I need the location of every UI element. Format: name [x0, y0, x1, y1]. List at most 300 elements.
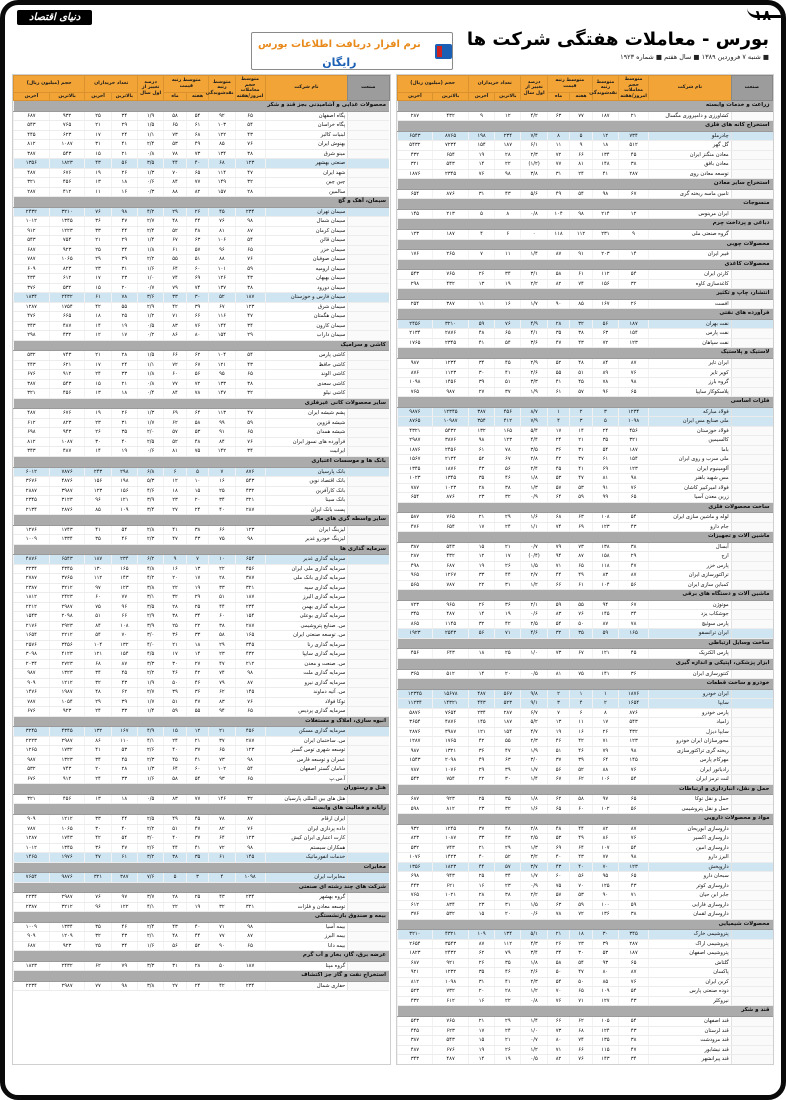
buyers-last-cell: ۷۶ — [85, 893, 111, 903]
industry-cell — [731, 513, 772, 523]
value-last-cell: ۳۴۳ — [397, 1055, 433, 1065]
company-name-cell: حفاری شمال — [265, 981, 348, 991]
industry-cell — [348, 379, 389, 389]
pct-change-cell: ۱/۹ — [521, 746, 547, 756]
company-name-cell: افست — [649, 299, 732, 309]
buyers-high-cell: ۴۷ — [495, 746, 521, 756]
industry-section-label: حمل و نقل، انبارداری و ارتباطات — [397, 784, 773, 795]
buyers-last-cell: ۱۴ — [468, 1055, 494, 1065]
industry-cell — [731, 250, 772, 260]
buyers-high-cell: ۲۰ — [111, 283, 137, 293]
price-rank-month-cell: ۲۴ — [164, 736, 187, 746]
liquidity-rank-cell: ۳۵ — [592, 436, 618, 446]
price-rank-month-cell: ۷۱ — [164, 312, 187, 322]
buyers-high-cell: ۳۵ — [495, 795, 521, 805]
value-last-cell: ۳۲۱ — [14, 389, 50, 399]
avg-volume-cell: ۷۶ — [619, 977, 649, 987]
industry-cell — [731, 141, 772, 151]
pct-change-cell: ۱/۷ — [137, 418, 163, 428]
price-rank-month-cell: ۴۱ — [164, 525, 187, 535]
industry-cell — [348, 418, 389, 428]
liquidity-rank-cell: ۱۴۷ — [209, 389, 235, 399]
liquidity-rank-cell: ۳۴ — [209, 496, 235, 506]
pct-change-cell: ۰/۵ — [521, 669, 547, 679]
column-header: هفته — [570, 92, 593, 101]
price-rank-month-cell: ۴۸ — [164, 932, 187, 942]
industry-cell — [348, 707, 389, 717]
buyers-last-cell: ۱۴۵ — [468, 718, 494, 728]
price-rank-week-cell: ۳۵ — [570, 629, 593, 639]
table-row — [397, 891, 773, 901]
pct-change-cell: ۲/۴ — [137, 922, 163, 932]
page-title: بورس - معاملات هفتگی شرکت ها — [466, 29, 769, 50]
price-rank-week-cell: ۴۱ — [186, 843, 209, 853]
value-high-cell: ۵۴۳ — [49, 379, 85, 389]
buyers-last-cell: ۴۸۷ — [468, 689, 494, 699]
industry-section-label: محصولات کاغذی — [397, 259, 773, 270]
industry-cell — [731, 881, 772, 891]
company-name-cell: آ.س.پ — [265, 774, 348, 784]
price-rank-week-cell: ۶۶ — [570, 1045, 593, 1055]
industry-cell — [731, 891, 772, 901]
value-last-cell: ۱۲۸۷ — [397, 737, 433, 747]
buyers-high-cell: ۱۲۲ — [111, 902, 137, 912]
liquidity-rank-cell: ۱۰۹ — [592, 987, 618, 997]
market-table-left — [12, 74, 391, 1065]
industry-cell — [731, 445, 772, 455]
pct-change-cell: ۹/۱ — [521, 699, 547, 709]
value-last-cell: ۲۶۵۴ — [397, 939, 433, 949]
price-rank-month-cell: ۸۷ — [547, 250, 570, 260]
industry-section-label: مواد و محصولات دارویی — [397, 814, 773, 825]
pct-change-cell: ۲/۰ — [137, 428, 163, 438]
value-high-cell: ۲۴۳۲ — [49, 293, 85, 303]
avg-volume-cell: ۴۵۶ — [235, 564, 265, 574]
industry-cell — [731, 474, 772, 484]
value-high-cell: ۹۱۲ — [49, 774, 85, 784]
price-rank-month-cell: ۴۰ — [164, 746, 187, 756]
table-row — [397, 843, 773, 853]
price-rank-month-cell: ۸۱ — [547, 669, 570, 679]
price-rank-month-cell: ۱۸ — [164, 486, 187, 496]
buyers-high-cell: ۱۶۵ — [111, 564, 137, 574]
company-name-cell: حمل و نقل پتروشیمی — [649, 804, 732, 814]
buyers-last-cell: ۱۹ — [85, 168, 111, 178]
value-last-cell: ۳۴۳ — [14, 321, 50, 331]
buyers-last-cell: ۱۳ — [85, 794, 111, 804]
industry-cell — [731, 629, 772, 639]
buyers-high-cell: ۱۳۲ — [111, 640, 137, 650]
company-name-cell: سرمایه گذاری سایپا — [265, 650, 348, 660]
table-row — [14, 283, 390, 293]
value-high-cell: ۲۴۲۳ — [49, 593, 85, 603]
value-last-cell: ۴۸۷ — [14, 409, 50, 419]
buyers-high-cell: ۴۳ — [111, 678, 137, 688]
pct-change-cell: ۲/۳ — [521, 977, 547, 987]
pct-change-cell: ۴/۸ — [137, 564, 163, 574]
pct-change-cell: ۳/۲ — [137, 853, 163, 863]
company-name-cell: چین چین — [265, 178, 348, 188]
avg-volume-cell: ۵۴ — [619, 843, 649, 853]
buyers-high-cell: ۳۹ — [111, 255, 137, 265]
buyers-last-cell: ۲۴ — [85, 774, 111, 784]
pct-change-cell: ۲/۸ — [521, 455, 547, 465]
price-rank-week-cell: ۸۱ — [570, 160, 593, 170]
value-last-cell: ۵۳۲ — [14, 351, 50, 361]
company-name-cell: پارس خزر — [649, 561, 732, 571]
avg-volume-cell: ۱۵۴ — [235, 612, 265, 622]
value-last-cell: ۱۸۱۲ — [14, 593, 50, 603]
buyers-last-cell: ۱۶ — [468, 881, 494, 891]
buyers-last-cell: ۱۹ — [468, 150, 494, 160]
buyers-last-cell: ۵۴ — [85, 631, 111, 641]
avg-volume-cell: ۹۸ — [235, 755, 265, 765]
industry-cell — [731, 804, 772, 814]
avg-volume-cell: ۸۷ — [619, 571, 649, 581]
value-high-cell: ۱۷۴۳ — [49, 834, 85, 844]
buyers-last-cell: ۱۷ — [85, 130, 111, 140]
price-rank-week-cell: ۶۸ — [570, 1026, 593, 1036]
buyers-high-cell: ۴۸ — [495, 824, 521, 834]
industry-cell — [348, 447, 389, 457]
pct-change-cell: ۱/۵ — [137, 121, 163, 131]
table-row — [14, 564, 390, 574]
pct-change-cell: ۳/۹ — [137, 621, 163, 631]
value-last-cell: ۹۸۷۶ — [397, 407, 433, 417]
pct-change-cell: ۴/۹ — [521, 319, 547, 329]
buyers-last-cell: ۵۱ — [85, 612, 111, 622]
buyers-last-cell: ۳۹ — [468, 378, 494, 388]
price-rank-week-cell: ۸۲ — [186, 187, 209, 197]
liquidity-rank-cell: ۲۸ — [209, 574, 235, 584]
industry-cell — [348, 302, 389, 312]
industry-cell — [731, 669, 772, 679]
value-high-cell: ۱۸۷۶ — [433, 464, 469, 474]
price-rank-week-cell: ۱۸ — [570, 930, 593, 940]
liquidity-rank-cell: ۱۷ — [592, 718, 618, 728]
company-name-cell: کاشی نیلو — [265, 389, 348, 399]
price-rank-week-cell: ۳۳ — [186, 631, 209, 641]
pct-change-cell: ۳/۴ — [521, 949, 547, 959]
buyers-high-cell: ۴۱ — [495, 977, 521, 987]
value-high-cell: ۱۰۹۸۷ — [433, 417, 469, 427]
price-rank-week-cell: ۵۳ — [570, 891, 593, 901]
avg-volume-cell: ۳۴۵ — [235, 640, 265, 650]
price-rank-week-cell: ۴۸ — [186, 437, 209, 447]
company-name-cell: کارتن ایران — [649, 270, 732, 280]
liquidity-rank-cell: ۵۸ — [209, 631, 235, 641]
buyers-high-cell: ۱۸ — [111, 178, 137, 188]
pct-change-cell: ۱/۸ — [521, 795, 547, 805]
pct-change-cell: ۰/۷ — [137, 283, 163, 293]
buyers-last-cell: ۱۱۲ — [85, 574, 111, 584]
table-row — [14, 922, 390, 932]
price-rank-month-cell: ۱۹ — [547, 727, 570, 737]
table-row — [14, 274, 390, 284]
industry-cell — [731, 910, 772, 920]
industry-cell — [348, 351, 389, 361]
column-header: درصد تغییر از اول سال — [137, 76, 163, 101]
liquidity-rank-cell: ۹۵ — [592, 872, 618, 882]
price-rank-month-cell: ۵۷ — [547, 891, 570, 901]
avg-volume-cell: ۵۴ — [235, 236, 265, 246]
price-rank-week-cell: ۴۳ — [570, 853, 593, 863]
industry-cell — [348, 824, 389, 834]
price-rank-month-cell: ۴۶ — [164, 669, 187, 679]
pct-change-cell: ۳/۷ — [137, 893, 163, 903]
industry-cell — [348, 621, 389, 631]
liquidity-rank-cell: ۸۹ — [592, 368, 618, 378]
value-high-cell: ۱۳۳۴ — [49, 922, 85, 932]
liquidity-rank-cell: ۱۱۲ — [592, 270, 618, 280]
pct-change-cell: ۳/۳ — [521, 378, 547, 388]
industry-section-row — [14, 101, 390, 112]
value-high-cell: ۸۱۲ — [433, 804, 469, 814]
industry-cell — [348, 486, 389, 496]
price-rank-month-cell: ۲۹ — [164, 207, 187, 217]
industry-cell — [348, 873, 389, 883]
value-high-cell: ۱۹۷۶ — [49, 853, 85, 863]
buyers-high-cell: ۵۴ — [111, 525, 137, 535]
buyers-last-cell: ۳۴ — [85, 755, 111, 765]
buyers-high-cell: ۹۷ — [111, 893, 137, 903]
buyers-high-cell: ۲۶ — [111, 409, 137, 419]
avg-volume-cell: ۶۵ — [235, 941, 265, 951]
industry-section-label: انتشار، چاپ و تکثیر — [397, 289, 773, 300]
column-header: متوسط حجم معاملات امروز/هفته — [619, 76, 649, 101]
price-rank-week-cell: ۲۰ — [186, 496, 209, 506]
buyers-high-cell: ۹۸ — [495, 169, 521, 179]
price-rank-month-cell: ۶۶ — [547, 1017, 570, 1027]
liquidity-rank-cell: ۷۷ — [209, 932, 235, 942]
company-name-cell: لوله و ماشین سازی ایران — [649, 513, 732, 523]
industry-cell — [348, 274, 389, 284]
price-rank-month-cell: ۶۶ — [164, 351, 187, 361]
company-name-cell: فولاد مبارکه — [649, 407, 732, 417]
pct-change-cell: ۴/۲ — [137, 574, 163, 584]
liquidity-rank-cell: ۱۵۸ — [592, 552, 618, 562]
buyers-last-cell: ۱۹ — [468, 1045, 494, 1055]
industry-cell — [348, 941, 389, 951]
buyers-last-cell: ۱۳ — [85, 178, 111, 188]
company-name-cell: مینو شرق — [265, 149, 348, 159]
liquidity-rank-cell: ۱۲۶ — [209, 274, 235, 284]
table-row — [397, 230, 773, 240]
avg-volume-cell: ۸۷ — [235, 678, 265, 688]
price-rank-month-cell: ۱۱ — [547, 141, 570, 151]
price-rank-week-cell: ۴۳ — [186, 535, 209, 545]
industry-section-label: هتل و رستوران — [14, 784, 390, 795]
value-last-cell: ۳۴۳ — [14, 447, 50, 457]
buyers-last-cell: ۳۱ — [468, 977, 494, 987]
price-rank-month-cell: ۳۲ — [547, 629, 570, 639]
company-name-cell: عمران و توسعه فارس — [265, 755, 348, 765]
liquidity-rank-cell: ۱۴۳ — [592, 1055, 618, 1065]
value-last-cell: ۶۱۲ — [397, 900, 433, 910]
price-rank-month-cell: ۸۳ — [164, 794, 187, 804]
pct-change-cell: ۴/۷ — [521, 727, 547, 737]
value-last-cell: ۸۱۲ — [14, 140, 50, 150]
value-high-cell: ۲۸۷۶ — [49, 505, 85, 515]
value-high-cell: ۷۴۳ — [49, 351, 85, 361]
price-rank-month-cell: ۱۷ — [547, 426, 570, 436]
pct-change-cell: ۲/۵ — [521, 834, 547, 844]
buyers-last-cell: ۳۸۷ — [468, 407, 494, 417]
company-name-cell: سرمایه گذاری غدیر — [265, 555, 348, 565]
value-last-cell: ۳۲۱۰ — [397, 930, 433, 940]
value-high-cell: ۸۷۶ — [433, 189, 469, 199]
table-row — [397, 987, 773, 997]
avg-volume-cell: ۱۲۳ — [235, 525, 265, 535]
avg-volume-cell: ۵۴۳ — [235, 477, 265, 487]
value-last-cell: ۹۸۷ — [397, 359, 433, 369]
value-last-cell: ۲۵۴ — [397, 299, 433, 309]
price-rank-month-cell: ۵۸ — [164, 111, 187, 121]
value-high-cell: ۴۳۲ — [433, 111, 469, 121]
pct-change-cell: ۴/۲ — [521, 111, 547, 121]
price-rank-month-cell: ۳۶ — [547, 445, 570, 455]
liquidity-rank-cell: ۳ — [592, 407, 618, 417]
buyers-last-cell: ۳۱ — [468, 189, 494, 199]
company-name-cell: بانک پارسیان — [265, 467, 348, 477]
industry-section-row — [14, 340, 390, 351]
value-last-cell: ۵۴۳ — [397, 775, 433, 785]
avg-volume-cell: ۱۵۴ — [619, 455, 649, 465]
liquidity-rank-cell: ۱۱۴ — [209, 168, 235, 178]
price-rank-week-cell: ۶۶ — [570, 150, 593, 160]
avg-volume-cell: ۷۶ — [235, 140, 265, 150]
liquidity-rank-cell: ۴۵ — [209, 207, 235, 217]
table-row — [397, 610, 773, 620]
buyers-high-cell: ۲۲ — [495, 996, 521, 1006]
table-row — [397, 939, 773, 949]
buyers-last-cell: ۴۴ — [468, 862, 494, 872]
industry-cell — [348, 370, 389, 380]
company-name-cell: پلاسکوکار سایپا — [649, 387, 732, 397]
table-row — [397, 445, 773, 455]
buyers-last-cell: ۱۱ — [468, 299, 494, 309]
industry-cell — [731, 1017, 772, 1027]
price-rank-week-cell: ۱ — [570, 689, 593, 699]
pct-change-cell: ۳/۵ — [521, 445, 547, 455]
buyers-last-cell: ۲۳ — [85, 264, 111, 274]
avg-volume-cell: ۱۰۹۸ — [619, 417, 649, 427]
price-rank-week-cell: ۳ — [186, 873, 209, 883]
table-row — [397, 1017, 773, 1027]
price-rank-week-cell: ۶۴ — [186, 409, 209, 419]
price-rank-month-cell: ۳۶ — [164, 631, 187, 641]
price-rank-week-cell: ۷ — [186, 555, 209, 565]
value-last-cell: ۱۹۲۳ — [397, 629, 433, 639]
liquidity-rank-cell: ۱۳۴ — [209, 149, 235, 159]
value-last-cell: ۴۸۷۶ — [14, 555, 50, 565]
industry-section-label: بیمه و صندوق بازنشستگی — [14, 912, 390, 923]
liquidity-rank-cell: ۹۷ — [592, 795, 618, 805]
pct-change-cell: ۱/۶ — [521, 513, 547, 523]
price-rank-week-cell: ۶۰ — [570, 804, 593, 814]
pct-change-cell: ۳/۸ — [521, 169, 547, 179]
pct-change-cell: ۱/۴ — [521, 1017, 547, 1027]
table-row — [397, 737, 773, 747]
industry-cell — [348, 207, 389, 217]
price-rank-month-cell: ۸۳ — [164, 321, 187, 331]
table-row — [14, 555, 390, 565]
industry-cell — [348, 981, 389, 991]
company-name-cell: گروه صنعتی ملی — [649, 230, 732, 240]
liquidity-rank-cell: ۲ — [592, 699, 618, 709]
avg-volume-cell: ۳۴ — [235, 321, 265, 331]
pct-change-cell: ۴/۱ — [521, 329, 547, 339]
buyers-last-cell: ۲۱ — [468, 1017, 494, 1027]
price-rank-month-cell: ۷۴ — [547, 522, 570, 532]
company-name-cell: گروه بهشهر — [265, 893, 348, 903]
price-rank-month-cell: ۱۷ — [164, 650, 187, 660]
table-row — [14, 736, 390, 746]
price-rank-week-cell: ۴۷ — [186, 824, 209, 834]
buyers-last-cell: ۱۳۲ — [468, 426, 494, 436]
pct-change-cell: ۲/۹ — [137, 302, 163, 312]
avg-volume-cell: ۹۸ — [619, 746, 649, 756]
buyers-last-cell: ۲۵ — [468, 795, 494, 805]
avg-volume-cell: ۳۸ — [235, 379, 265, 389]
industry-section-label: ساخت وسایل ارتباطی — [397, 638, 773, 649]
buyers-high-cell: ۴۱ — [495, 368, 521, 378]
pct-change-cell: ۰/۸ — [521, 209, 547, 219]
price-rank-month-cell: ۴۲ — [547, 455, 570, 465]
industry-cell — [348, 149, 389, 159]
liquidity-rank-cell: ۱۲۱ — [209, 360, 235, 370]
buyers-high-cell: ۱۳۴ — [495, 930, 521, 940]
buyers-last-cell: ۲۳ — [468, 804, 494, 814]
industry-section-row — [14, 951, 390, 962]
buyers-high-cell: ۶۶ — [111, 612, 137, 622]
company-name-cell: آبسال — [649, 542, 732, 552]
price-rank-week-cell: ۴۱ — [570, 464, 593, 474]
liquidity-rank-cell: ۶۹ — [592, 464, 618, 474]
value-high-cell: ۴۱۲۳ — [49, 650, 85, 660]
company-name-cell: آلومینیوم ایران — [649, 464, 732, 474]
industry-cell — [731, 189, 772, 199]
industry-cell — [731, 610, 772, 620]
liquidity-rank-cell: ۱۲ — [592, 131, 618, 141]
value-last-cell: ۱۴۶۵ — [14, 853, 50, 863]
buyers-last-cell: ۳۱ — [85, 140, 111, 150]
industry-cell — [348, 187, 389, 197]
price-rank-month-cell: ۷۲ — [164, 360, 187, 370]
industry-cell — [731, 649, 772, 659]
price-rank-week-cell: ۴۴ — [186, 932, 209, 942]
pct-change-cell: ۱/۷ — [521, 299, 547, 309]
liquidity-rank-cell: ۸۲ — [592, 824, 618, 834]
value-last-cell: ۱۸۲۳ — [397, 949, 433, 959]
value-last-cell: ۳۴۵ — [397, 610, 433, 620]
industry-cell — [348, 360, 389, 370]
company-name-cell: باما — [649, 445, 732, 455]
price-rank-week-cell: ۳۶ — [186, 688, 209, 698]
table-row — [14, 669, 390, 679]
avg-volume-cell: ۷۱ — [619, 891, 649, 901]
price-rank-week-cell: ۵۳ — [186, 428, 209, 438]
company-name-cell: نیروکلر — [649, 996, 732, 1006]
value-high-cell: ۷۵۴ — [433, 775, 469, 785]
industry-cell — [348, 525, 389, 535]
price-rank-month-cell: ۵۲ — [547, 359, 570, 369]
table-row — [14, 650, 390, 660]
price-rank-week-cell: ۳۹ — [186, 302, 209, 312]
liquidity-rank-cell: ۵۶ — [592, 319, 618, 329]
pct-change-cell: ۰/۵ — [137, 794, 163, 804]
industry-section-label: منسوجات — [397, 199, 773, 210]
